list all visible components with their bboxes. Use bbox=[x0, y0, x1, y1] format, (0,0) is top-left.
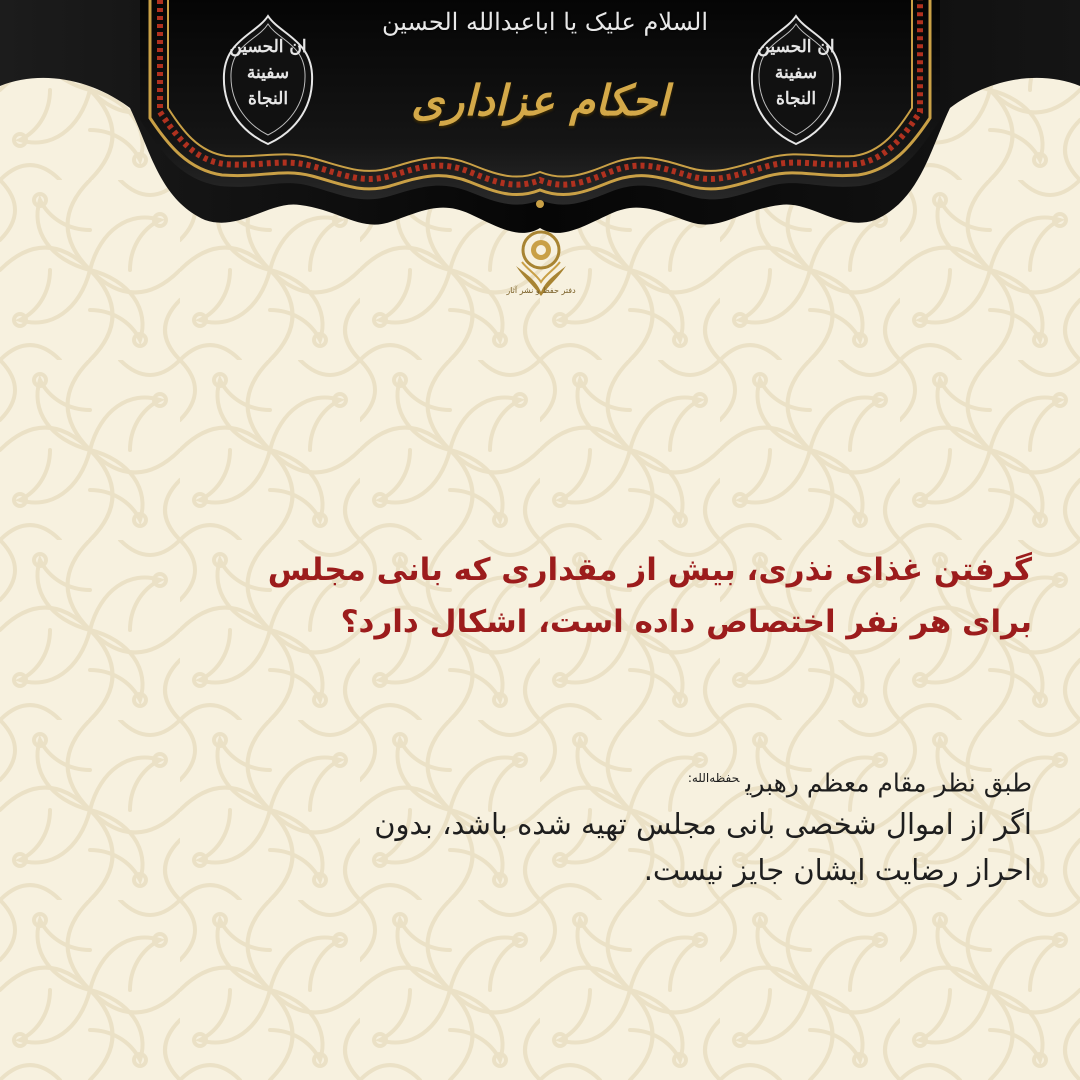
question-line: برای هر نفر اختصاص داده است، اشکال دارد؟ bbox=[340, 604, 1032, 640]
answer-intro bbox=[80, 760, 1032, 801]
question-text bbox=[80, 544, 1032, 648]
answer-text bbox=[80, 760, 1032, 893]
banner-title: احکام عزاداری bbox=[411, 76, 669, 125]
question-line: گرفتن غذای نذری، بیش از مقداری که بانی مجلس bbox=[267, 552, 1032, 588]
medallion-right-text bbox=[748, 34, 844, 112]
answer-intro-text: طبق نظر مقام معظم رهبری bbox=[745, 768, 1032, 798]
emblem-caption: دفتر حفظ و نشر آثار bbox=[506, 286, 576, 295]
medallion-left-text bbox=[220, 34, 316, 112]
honorific: حفظه‌الله: bbox=[687, 771, 740, 785]
answer-line: احراز رضایت ایشان جایز نیست. bbox=[643, 853, 1032, 888]
medallion-right-line: النجاة bbox=[775, 89, 817, 109]
medallion-right-line: سفینة bbox=[774, 63, 818, 83]
medallion-left-line: ان الحسین bbox=[229, 37, 307, 57]
salutation-calligraphy: السلام علیک یا اباعبدالله الحسین bbox=[381, 8, 709, 36]
medallion-left-line: النجاة bbox=[247, 89, 289, 109]
medallion-left-line: سفینة bbox=[246, 63, 290, 83]
medallion-right-line: ان الحسین bbox=[757, 37, 835, 57]
answer-line: اگر از اموال شخصی بانی مجلس تهیه شده باشد، بدون bbox=[374, 807, 1032, 842]
emblem-logo-icon bbox=[506, 222, 576, 308]
